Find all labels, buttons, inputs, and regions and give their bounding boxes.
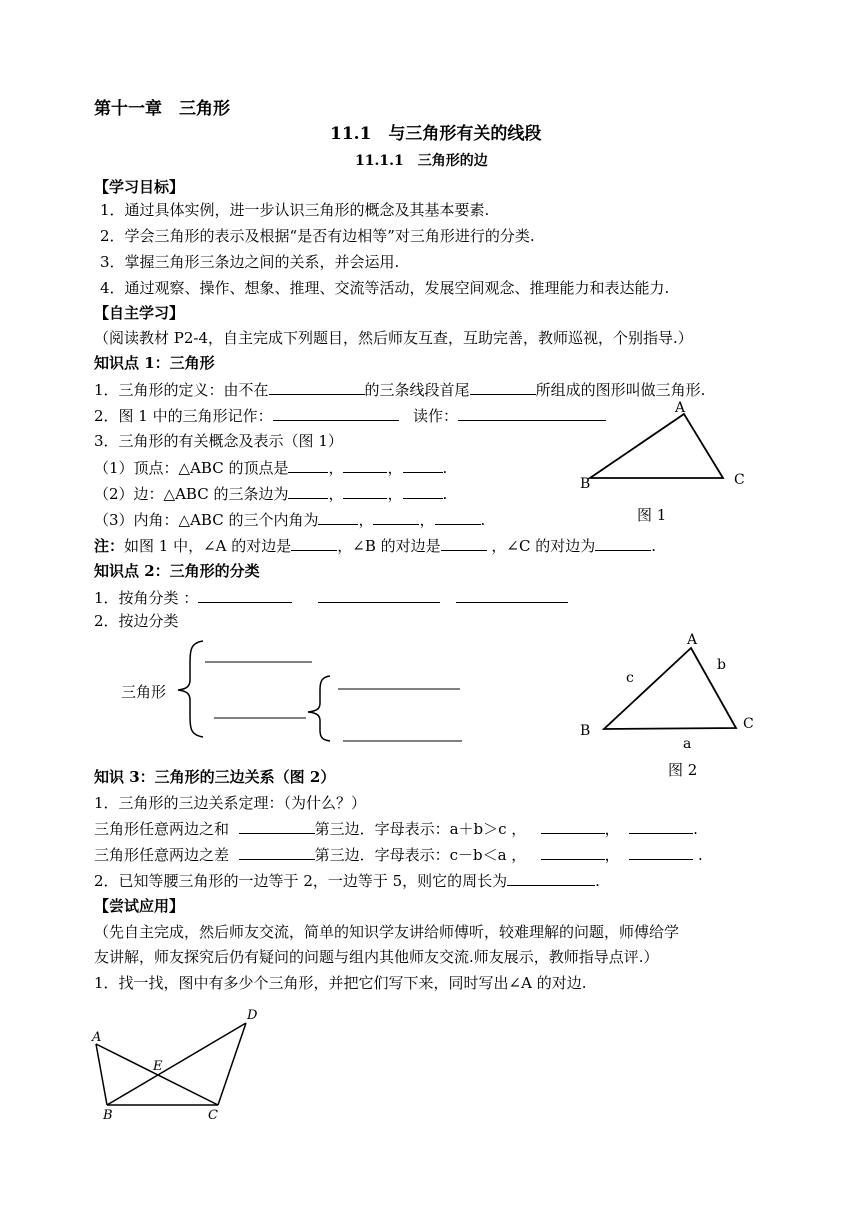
fig2-side-a: a [683, 736, 692, 752]
q1-text-b: 的三条线段首尾 [364, 381, 470, 399]
apply-intro-2: 友讲解，师友探究后仍有疑问的问题与组内其他师友交流.师友展示，教师指导点评.） [94, 948, 659, 966]
self-study-intro: （阅读教材 P2-4，自主完成下列题目，然后师友互查，互助完善，教师巡视，个别指导.） [94, 329, 693, 347]
period: . [651, 537, 657, 555]
diff-text-a: 三角形任意两边之差 [94, 846, 230, 864]
goal-item: 1．通过具体实例，进一步认识三角形的概念及其基本要素. [100, 201, 490, 219]
q1-text-a: 1．三角形的定义：由不在 [94, 381, 269, 399]
fig1-label-a: A [675, 400, 686, 416]
inner-brace [308, 676, 330, 741]
fig2-label-a: A [687, 632, 698, 648]
fig3-label-d: D [247, 1008, 258, 1023]
fig3-label-c: C [208, 1108, 218, 1123]
segment-ab [96, 1044, 107, 1105]
sum-text-b: 第三边．字母表示：a＋b＞c ， [314, 820, 527, 838]
q1-text-c: 所组成的图形叫做三角形. [535, 381, 706, 399]
fig3-label-e: E [153, 1059, 163, 1074]
fig3-label-b: B [103, 1108, 113, 1123]
note-a: 如图 1 中，∠A 的对边是 [124, 537, 292, 555]
segment-cd [218, 1023, 246, 1105]
q2-text-b: 读作： [412, 407, 458, 425]
diff-text-b: 第三边．字母表示：c－b＜a ， [314, 846, 527, 864]
fig2-label-c: C [743, 716, 754, 732]
fig2-side-c: c [626, 670, 634, 686]
goal-item: 2．学会三角形的表示及根据“是否有边相等”对三角形进行的分类. [100, 227, 535, 245]
theorem-line: 1．三角形的三边关系定理：（为什么？） [94, 794, 367, 812]
iso-text: 2．已知等腰三角形的一边等于 2，一边等于 5，则它的周长为 [94, 872, 508, 890]
section-title: 11.1 与三角形有关的线段 [330, 124, 542, 144]
kp3-heading: 知识 3：三角形的三边关系（图 2） [94, 768, 336, 786]
kp2-heading: 知识点 2：三角形的分类 [94, 562, 260, 580]
figure-2-caption: 图 2 [668, 761, 698, 779]
vertex-text: （1）顶点：△ABC 的顶点是 [94, 459, 289, 477]
goal-item: 4．通过观察、操作、想象、推理、交流等活动，发展空间观念、推理能力和表达能力. [100, 279, 670, 297]
side-text: （2）边：△ABC 的三条边为 [94, 485, 289, 503]
fig1-label-b: B [580, 476, 591, 492]
fig1-label-c: C [734, 472, 745, 488]
period: . [693, 820, 698, 838]
comma: ， [604, 846, 620, 864]
note-c: ，∠C 的对边为 [491, 537, 596, 555]
subsection-title: 11.1.1 三角形的边 [355, 153, 488, 169]
period: . [697, 846, 703, 864]
goal-item: 3．掌握三角形三条边之间的关系，并会运用. [100, 253, 400, 271]
fig2-label-b: B [580, 723, 591, 739]
by-side-text: 2．按边分类 [94, 612, 179, 630]
sum-text-a: 三角形任意两边之和 [94, 820, 230, 838]
segment-bd [107, 1023, 246, 1105]
fig3-label-a: A [92, 1030, 102, 1045]
self-study-heading: 【自主学习】 [94, 304, 185, 322]
apply-heading: 【尝试应用】 [94, 897, 185, 915]
figure-3 [96, 1023, 246, 1105]
comma: ， [328, 485, 344, 503]
triangle-word: 三角形 [121, 683, 167, 701]
period: . [442, 459, 448, 477]
angle-text: （3）内角：△ABC 的三个内角为 [94, 511, 319, 529]
period: . [442, 485, 448, 503]
fig2-side-b: b [717, 657, 726, 673]
note-label: 注： [94, 537, 125, 555]
by-angle-text: 1．按角分类 ： [94, 589, 199, 607]
goals-heading: 【学习目标】 [94, 178, 185, 196]
chapter-title: 第十一章 三角形 [94, 99, 230, 119]
comma: ， [604, 820, 620, 838]
period: . [480, 511, 486, 529]
comma: ， [387, 485, 403, 503]
q2-text-a: 2．图 1 中的三角形记作： [94, 407, 273, 425]
note-b: ，∠B 的对边是 [337, 537, 441, 555]
comma: ， [387, 459, 403, 477]
period: . [595, 872, 600, 890]
apply-question-1: 1．找一找，图中有多少个三角形，并把它们写下来，同时写出∠A 的对边. [94, 974, 587, 992]
comma: ， [358, 511, 374, 529]
outer-brace [178, 641, 203, 737]
apply-intro-1: （先自主完成，然后师友交流，简单的知识学友讲给师傅听，较难理解的问题，师傅给学 [94, 923, 680, 941]
kp1-question-3: 3．三角形的有关概念及表示（图 1） [94, 432, 343, 450]
comma: ， [328, 459, 344, 477]
comma: ， [419, 511, 435, 529]
figure-1-triangle [590, 414, 723, 478]
kp1-heading: 知识点 1：三角形 [94, 354, 215, 372]
figure-1-caption: 图 1 [637, 506, 667, 524]
